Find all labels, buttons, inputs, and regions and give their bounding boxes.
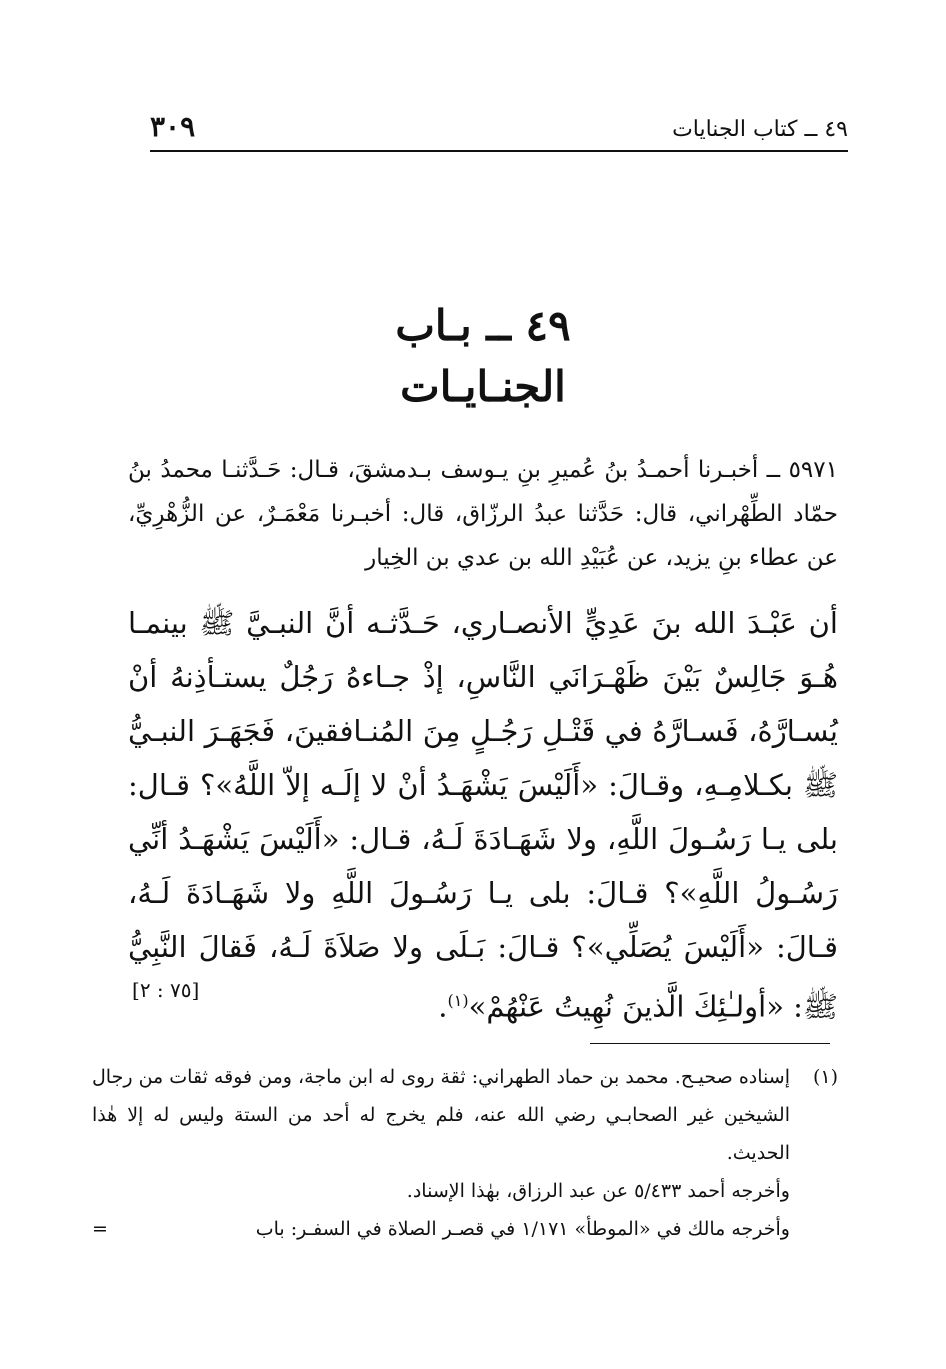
hadith-matn-text: أن عَبْـدَ الله بنَ عَدِيٍّ الأنصـاري، حَـدَّثـه أنَّ النبـيَّ ﷺ بينمـا هُـوَ جَالِسٌ بَيْنَ ظَهْـرَانَي النَّاسِ، إذْ جـاءهُ رَجُلٌ يستـأذِنهُ أنْ يُسـارَّهُ، فَسـارَّهُ في قَتْـلِ رَجُـلٍ مِنَ المُنـافقينَ، فَجَهَـرَ النبـيُّ ﷺ بكـلامِـهِ، وقـالَ: «أَلَيْسَ يَشْهَـدُ أنْ لا إلَـه إلاّ اللَّهُ»؟ قـال: بلى يـا رَسُـولَ اللَّهِ، ولا شَهَـادَةَ لَـهُ، قـال: «أَلَيْسَ يَشْهَـدُ أنِّي رَسُـولُ اللَّهِ»؟ قـالَ: بلى يـا رَسُـولَ اللَّهِ ولا شَهَـادَةَ لَـهُ، قـالَ: «أَلَيْسَ يُصَلِّي»؟ قـالَ: بَـلَى ولا صَلاَةَ لَـهُ، فَقالَ النَّبِيُّ ﷺ: «أولـٰئِكَ الَّذينَ نُهِيتُ عَنْهُمْ» bbox=[128, 606, 838, 1024]
footnotes bbox=[92, 1058, 838, 1248]
continuation-mark: = bbox=[92, 1218, 108, 1240]
footnote-1-text: إسناده صحيـح. محمد بن حماد الطهراني: ثقة روى له ابن ماجة، ومن فوقه ثقات من رجال الشيخين غير الصحابـي رضي الله عنه، فلم يخرج له أحد من الستة وليس له إلا هٰذا الحديث. bbox=[92, 1066, 790, 1164]
footnote-rule bbox=[590, 1043, 830, 1044]
chapter-title: الجنـايـات bbox=[400, 362, 566, 411]
hadith-isnad: ٥٩٧١ ــ أخبـرنا أحمـدُ بنُ عُميرِ بنِ يـوسف بـدمشقَ، قـال: حَـدَّثنـا محمدُ بنُ حمّاد الطِّهْراني، قال: حَدَّثنا عبدُ الرزّاق، قال: أخبـرنا مَعْمَـرٌ، عن الزُّهْرِيِّ، عن عطاء بنِ يزيد، عن عُبَيْدِ الله بن عدي بن الخِيار bbox=[128, 457, 838, 571]
header-chapter-label: ٤٩ ــ كتاب الجنايات bbox=[672, 117, 848, 142]
hadith-matn bbox=[128, 596, 838, 1034]
footnote-line-3-text: وأخرجه مالك في «الموطأ» ١/١٧١ في قصـر الصلاة في السفـر: باب bbox=[255, 1218, 790, 1240]
header-rule bbox=[150, 150, 848, 152]
footnote-line-3 bbox=[92, 1210, 838, 1248]
chapter-heading bbox=[130, 296, 836, 418]
hadith-reference: [٧٥ : ٢] bbox=[132, 978, 200, 1002]
hadith-end-mark: . bbox=[438, 989, 448, 1024]
footnote-reference: (١) bbox=[447, 991, 469, 1010]
footnote-line-2: وأخرجه أحمد ٥/٤٣٣ عن عبد الرزاق، بهٰذا الإسناد. bbox=[406, 1180, 790, 1202]
page-number: ٣٠٩ bbox=[150, 110, 196, 143]
chapter-number: ٤٩ ــ بـاب bbox=[395, 301, 571, 350]
running-header bbox=[150, 110, 848, 143]
footnote-1-mark: (١) bbox=[812, 1066, 838, 1088]
footnote-1 bbox=[92, 1058, 838, 1172]
